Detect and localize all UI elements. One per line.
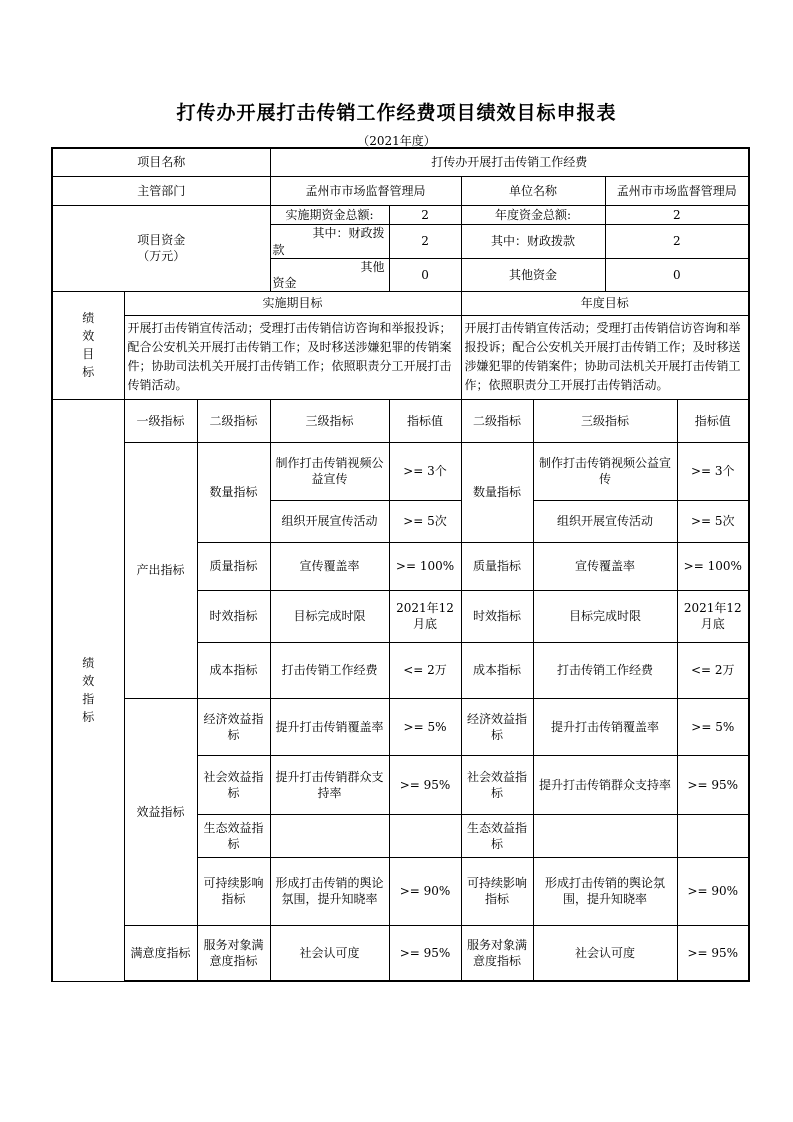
row7-l2: 生态效益指标	[197, 814, 270, 857]
row7-value-annual	[677, 814, 749, 857]
funds-label-line1: 项目资金	[137, 233, 186, 247]
form-year: （2021年度）	[357, 134, 436, 148]
indicators-side-label	[52, 399, 124, 981]
row6-l2-annual: 社会效益指标	[461, 755, 533, 814]
row5-l3: 提升打击传销覆盖率	[270, 698, 389, 755]
row8-l3: 形成打击传销的舆论氛围，提升知晓率	[270, 857, 389, 925]
row7-value	[389, 814, 461, 857]
row-indicator-headers	[52, 399, 749, 442]
funds-total-label: 实施期资金总额:	[270, 205, 389, 224]
project-name-value: 打传办开展打击传销工作经费	[270, 148, 749, 176]
row1-value: >= 5次	[389, 500, 461, 542]
row9-l3-annual: 社会认可度	[533, 925, 677, 981]
fiscal-value: 2	[389, 224, 461, 258]
row9-l3: 社会认可度	[270, 925, 389, 981]
funds-label	[52, 205, 270, 291]
fiscal-label-a: 其中：财政拨	[312, 225, 385, 240]
row4-l2-annual: 成本指标	[461, 642, 533, 698]
header-value-annual: 指标值	[677, 399, 749, 442]
row-goals-text	[52, 315, 749, 399]
row2-value: >= 100%	[389, 542, 461, 590]
benefit-indicator-label: 效益指标	[124, 698, 197, 925]
satisfaction-indicator-label: 满意度指标	[124, 925, 197, 981]
row8-l3-annual: 形成打击传销的舆论氛围，提升知晓率	[533, 857, 677, 925]
row3-value-annual: 2021年12月底	[677, 590, 749, 642]
row3-value: 2021年12月底	[389, 590, 461, 642]
row9-l2: 服务对象满意度指标	[197, 925, 270, 981]
form-title: 打传办开展打击传销工作经费项目绩效目标申报表	[176, 102, 617, 124]
row2-value-annual: >= 100%	[677, 542, 749, 590]
row-funds-total	[52, 205, 749, 224]
row5-l2: 经济效益指标	[197, 698, 270, 755]
row2-l3: 宣传覆盖率	[270, 542, 389, 590]
row2-l2-annual: 质量指标	[461, 542, 533, 590]
row2-l2: 质量指标	[197, 542, 270, 590]
header-level2-annual: 二级指标	[461, 399, 533, 442]
row3-l2: 时效指标	[197, 590, 270, 642]
goals-side-text: 绩效目标	[82, 311, 95, 379]
row0-value-annual: >= 3个	[677, 442, 749, 500]
table-row	[52, 442, 749, 500]
impl-goal-text: 开展打击传销宣传活动；受理打击传销信访咨询和举报投诉；配合公安机关开展打击传销工作；及时移送涉嫌犯罪的传销案件；协助司法机关开展打击传销工作；依照职责分工开展打击传销活动。	[124, 315, 461, 399]
row7-l3	[270, 814, 389, 857]
row5-l3-annual: 提升打击传销覆盖率	[533, 698, 677, 755]
row6-l2: 社会效益指标	[197, 755, 270, 814]
annual-fiscal-value: 2	[605, 224, 749, 258]
row5-value: >= 5%	[389, 698, 461, 755]
annual-total-value: 2	[605, 205, 749, 224]
row6-value: >= 95%	[389, 755, 461, 814]
row6-value-annual: >= 95%	[677, 755, 749, 814]
row-department	[52, 176, 749, 205]
annual-goal-text: 开展打击传销宣传活动；受理打击传销信访咨询和举报投诉；配合公安机关开展打击传销工作；及时移送涉嫌犯罪的传销案件；协助司法机关开展打击传销工作；依照职责分工开展打击传销活动。	[461, 315, 749, 399]
other-label-a: 其他	[360, 259, 385, 274]
table-row	[52, 698, 749, 755]
header-level3-annual: 三级指标	[533, 399, 677, 442]
other-label-b: 资金	[272, 275, 297, 290]
unit-label: 单位名称	[461, 176, 605, 205]
quantity-label: 数量指标	[197, 442, 270, 542]
annual-goal-header: 年度目标	[461, 291, 749, 315]
impl-goal-header: 实施期目标	[124, 291, 461, 315]
row4-value: <= 2万	[389, 642, 461, 698]
row7-l3-annual	[533, 814, 677, 857]
row3-l3-annual: 目标完成时限	[533, 590, 677, 642]
row7-l2-annual: 生态效益指标	[461, 814, 533, 857]
row-project-name	[52, 148, 749, 176]
row4-value-annual: <= 2万	[677, 642, 749, 698]
other-label	[270, 258, 389, 291]
row8-value: >= 90%	[389, 857, 461, 925]
row2-l3-annual: 宣传覆盖率	[533, 542, 677, 590]
row1-value-annual: >= 5次	[677, 500, 749, 542]
row9-l2-annual: 服务对象满意度指标	[461, 925, 533, 981]
row8-l2: 可持续影响指标	[197, 857, 270, 925]
annual-fiscal-label: 其中：财政拨款	[461, 224, 605, 258]
dept-label: 主管部门	[52, 176, 270, 205]
performance-target-table	[51, 147, 750, 982]
row3-l3: 目标完成时限	[270, 590, 389, 642]
row4-l3-annual: 打击传销工作经费	[533, 642, 677, 698]
unit-value: 孟州市市场监督管理局	[605, 176, 749, 205]
fiscal-label	[270, 224, 389, 258]
annual-other-value: 0	[605, 258, 749, 291]
quantity-label-annual: 数量指标	[461, 442, 533, 542]
row4-l3: 打击传销工作经费	[270, 642, 389, 698]
row6-l3: 提升打击传销群众支持率	[270, 755, 389, 814]
dept-value: 孟州市市场监督管理局	[270, 176, 461, 205]
funds-total-value: 2	[389, 205, 461, 224]
funds-label-line2: （万元）	[137, 249, 186, 263]
header-level3: 三级指标	[270, 399, 389, 442]
indicators-side-text: 绩效指标	[82, 656, 95, 724]
row5-l2-annual: 经济效益指标	[461, 698, 533, 755]
project-name-label: 项目名称	[52, 148, 270, 176]
goals-side-label	[52, 291, 124, 399]
row4-l2: 成本指标	[197, 642, 270, 698]
row5-value-annual: >= 5%	[677, 698, 749, 755]
row8-value-annual: >= 90%	[677, 857, 749, 925]
output-indicator-label: 产出指标	[124, 442, 197, 698]
header-level2: 二级指标	[197, 399, 270, 442]
row8-l2-annual: 可持续影响指标	[461, 857, 533, 925]
row0-l3-annual: 制作打击传销视频公益宣传	[533, 442, 677, 500]
row6-l3-annual: 提升打击传销群众支持率	[533, 755, 677, 814]
row9-value-annual: >= 95%	[677, 925, 749, 981]
row9-value: >= 95%	[389, 925, 461, 981]
annual-total-label: 年度资金总额:	[461, 205, 605, 224]
annual-other-label: 其他资金	[461, 258, 605, 291]
header-value: 指标值	[389, 399, 461, 442]
fiscal-label-b: 款	[272, 242, 285, 257]
header-level1: 一级指标	[124, 399, 197, 442]
row1-l3-annual: 组织开展宣传活动	[533, 500, 677, 542]
row3-l2-annual: 时效指标	[461, 590, 533, 642]
table-row	[52, 925, 749, 981]
row0-value: >= 3个	[389, 442, 461, 500]
row-goals-header	[52, 291, 749, 315]
row0-l3: 制作打击传销视频公益宣传	[270, 442, 389, 500]
row1-l3: 组织开展宣传活动	[270, 500, 389, 542]
other-value: 0	[389, 258, 461, 291]
